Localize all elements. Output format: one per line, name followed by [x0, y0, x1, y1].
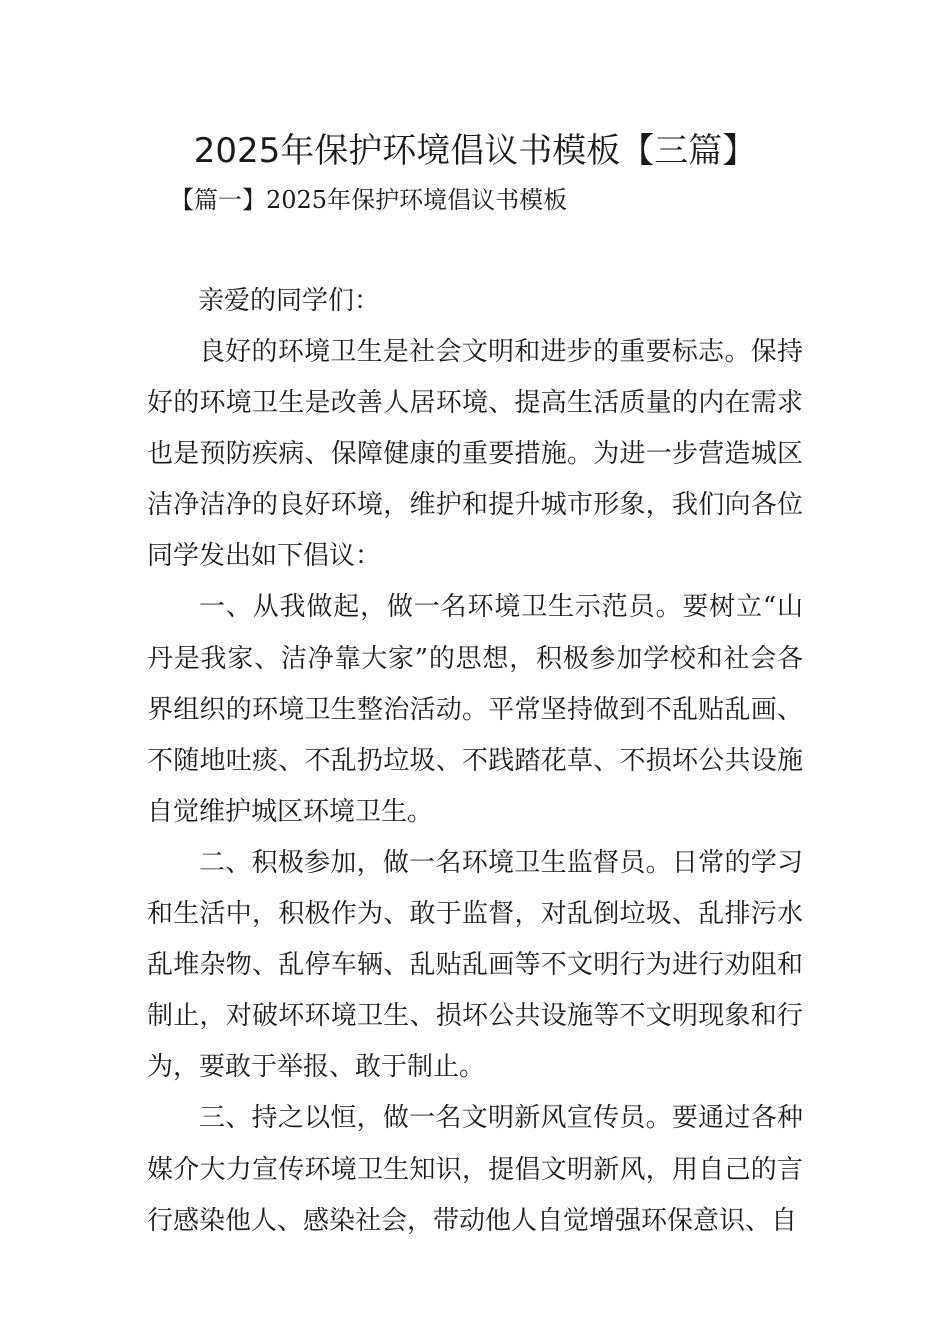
paragraph-intro: 良好的环境卫生是社会文明和进步的重要标志。保持好的环境卫生是改善人居环境、提高生活质量的内在需求也是预防疾病、保障健康的重要措施。为进一步营造城区洁净洁净的良好环境，维护和提升城市形象，我们向各位同学发出如下倡议：	[147, 337, 803, 572]
paragraph-proposal-one: 一、从我做起，做一名环境卫生示范员。要树立“山丹是我家、洁净靠大家”的思想，积极参加学校和社会各界组织的环境卫生整治活动。平常坚持做到不乱贴乱画、不随地吐痰、不乱扔垃圾、不践踏花草、不损坏公共设施自觉维护城区环境卫生。	[147, 592, 803, 827]
paragraph-proposal-two: 二、积极参加，做一名环境卫生监督员。日常的学习和生活中，积极作为、敢于监督，对乱倒垃圾、乱排污水乱堆杂物、乱停车辆、乱贴乱画等不文明行为进行劝阻和制止，对破坏环境卫生、损坏公共设施等不文明现象和行为，要敢于举报、敢于制止。	[147, 847, 803, 1083]
salutation: 亲爱的同学们：	[198, 286, 381, 316]
document-title: 2025年保护环境倡议书模板【三篇】	[193, 131, 757, 171]
section-subtitle: 【篇一】2025年保护环境倡议书模板	[170, 186, 568, 214]
body-text	[147, 327, 803, 1247]
paragraph-proposal-three: 三、持之以恒，做一名文明新风宣传员。要通过各种媒介大力宣传环境卫生知识，提倡文明新风，用自己的言行感染他人、感染社会，带动他人自觉增强环保意识、自	[147, 1103, 803, 1236]
